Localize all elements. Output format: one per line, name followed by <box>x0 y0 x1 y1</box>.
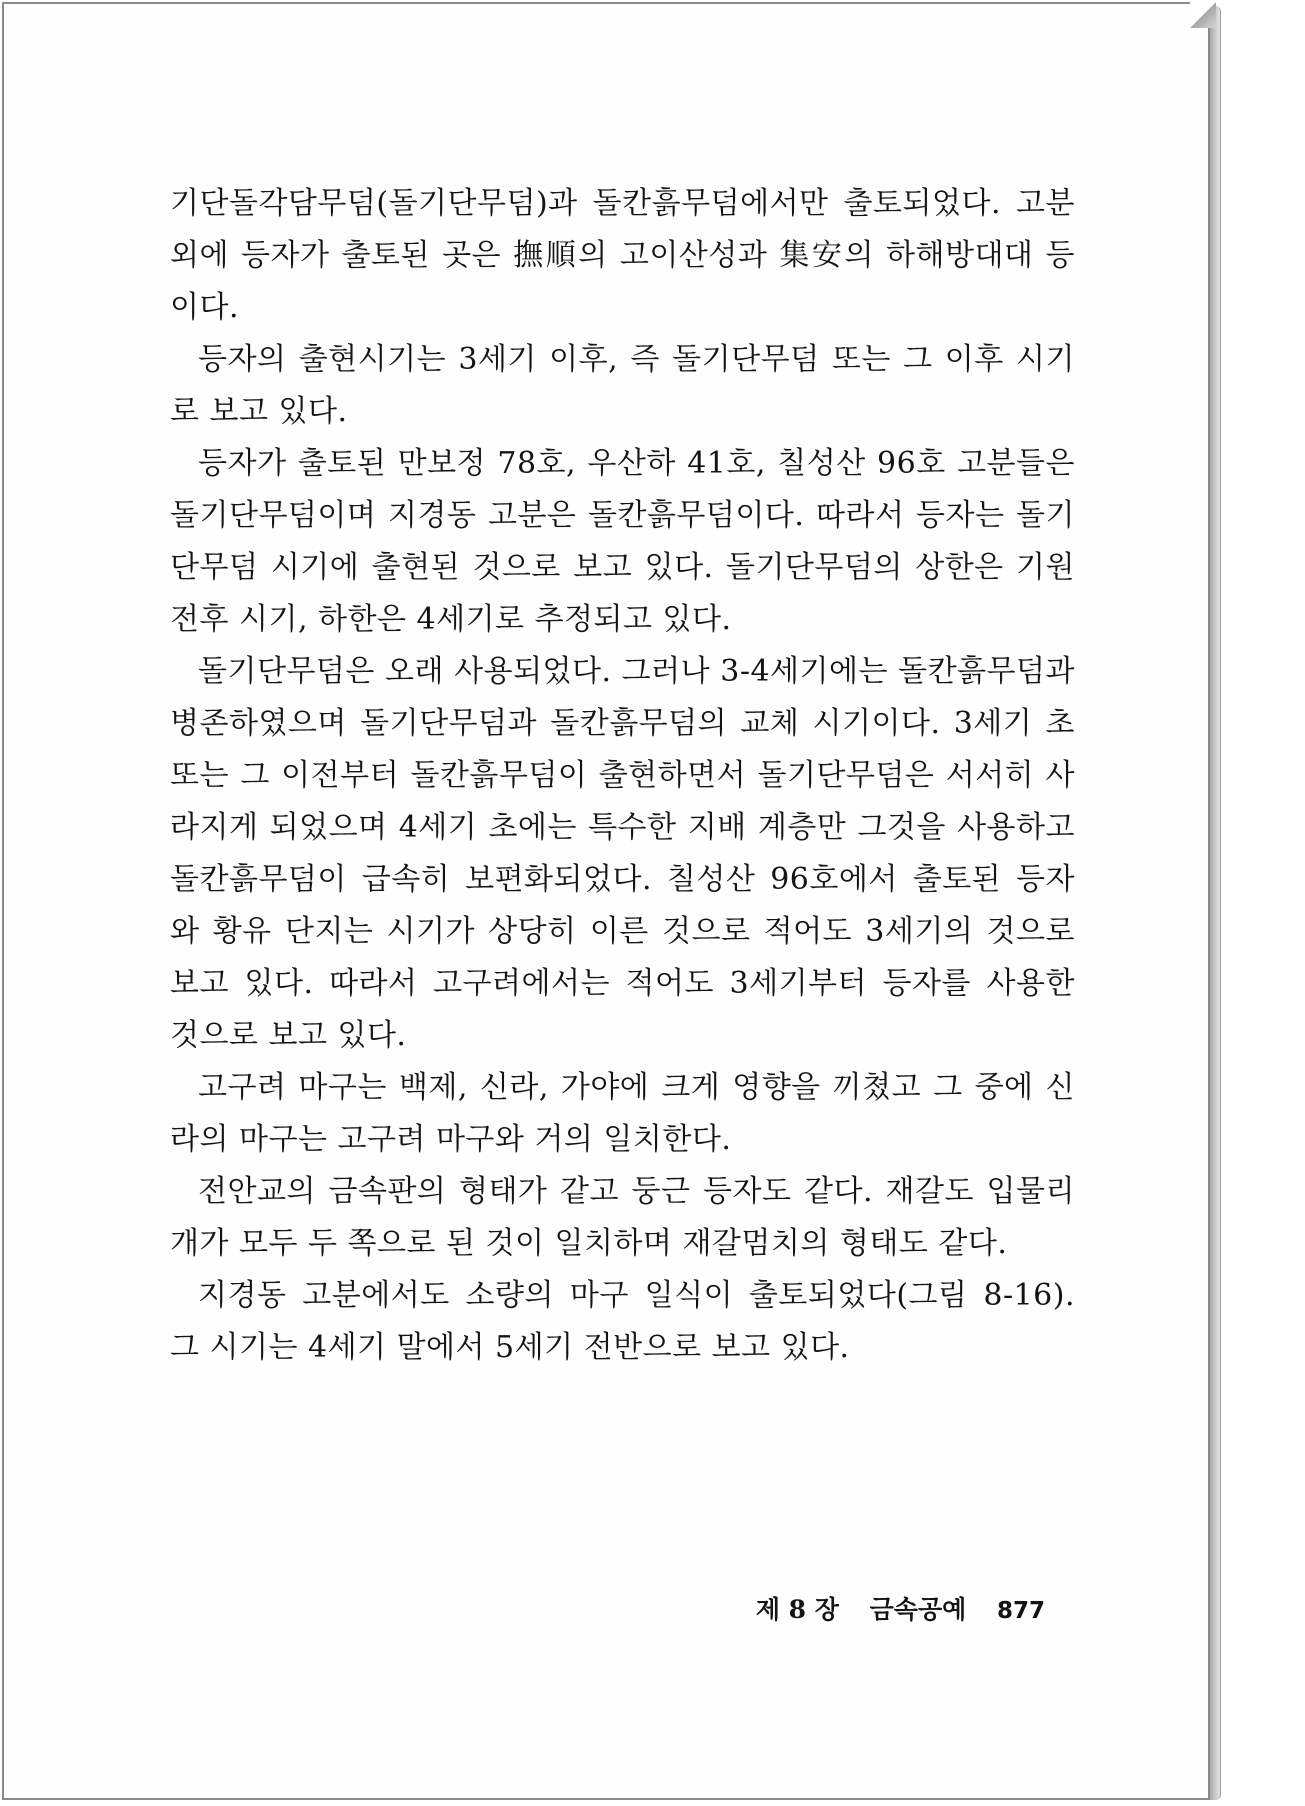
paragraph-4: 돌기단무덤은 오래 사용되었다. 그러나 3-4세기에는 돌칸흙무덤과 병존하였으며 돌기단무덤과 돌칸흙무덤의 교체 시기이다. 3세기 초 또는 그 이전부터 돌칸흙무덤이 출현하면서 돌기단무덤은 서서히 사라지게 되었으며 4세기 초에는 특수한 지배 계층만 그것을 사용하고 돌칸흙무덤이 급속히 보편화되었다. 칠성산 96호에서 출토된 등자와 황유 단지는 시기가 상당히 이른 것으로 적어도 3세기의 것으로 보고 있다. 따라서 고구려에서는 적어도 3세기부터 등자를 사용한 것으로 보고 있다. <box>170 654 1075 1053</box>
paragraph-6: 전안교의 금속판의 형태가 같고 둥근 등자도 같다. 재갈도 입물리개가 모두 두 쪽으로 된 것이 일치하며 재갈멈치의 형태도 같다. <box>170 1174 1075 1261</box>
paragraph-3: 등자가 출토된 만보정 78호, 우산하 41호, 칠성산 96호 고분들은 돌기단무덤이며 지경동 고분은 돌칸흙무덤이다. 따라서 등자는 돌기단무덤 시기에 출현된 것으로 보고 있다. 돌기단무덤의 상한은 기원 전후 시기, 하한은 4세기로 추정되고 있다. <box>170 446 1075 637</box>
body-text <box>170 178 1075 1374</box>
running-footer <box>756 1590 1045 1626</box>
page-corner-fold <box>1190 2 1216 28</box>
chapter-label: 제 8 장 <box>755 1595 839 1624</box>
paragraph-1: 기단돌각담무덤(돌기단무덤)과 돌칸흙무덤에서만 출토되었다. 고분 외에 등자가 출토된 곳은 撫順의 고이산성과 集安의 하해방대대 등이다. <box>170 186 1075 325</box>
section-title: 금속공예 <box>869 1595 967 1624</box>
paragraph-5: 고구려 마구는 백제, 신라, 가야에 크게 영향을 끼쳤고 그 중에 신라의 마구는 고구려 마구와 거의 일치한다. <box>170 1070 1075 1157</box>
page-number: 877 <box>996 1598 1045 1624</box>
paragraph-7: 지경동 고분에서도 소량의 마구 일식이 출토되었다(그림 8-16). 그 시기는 4세기 말에서 5세기 전반으로 보고 있다. <box>170 1278 1075 1365</box>
paragraph-2: 등자의 출현시기는 3세기 이후, 즉 돌기단무덤 또는 그 이후 시기로 보고 있다. <box>170 342 1075 429</box>
